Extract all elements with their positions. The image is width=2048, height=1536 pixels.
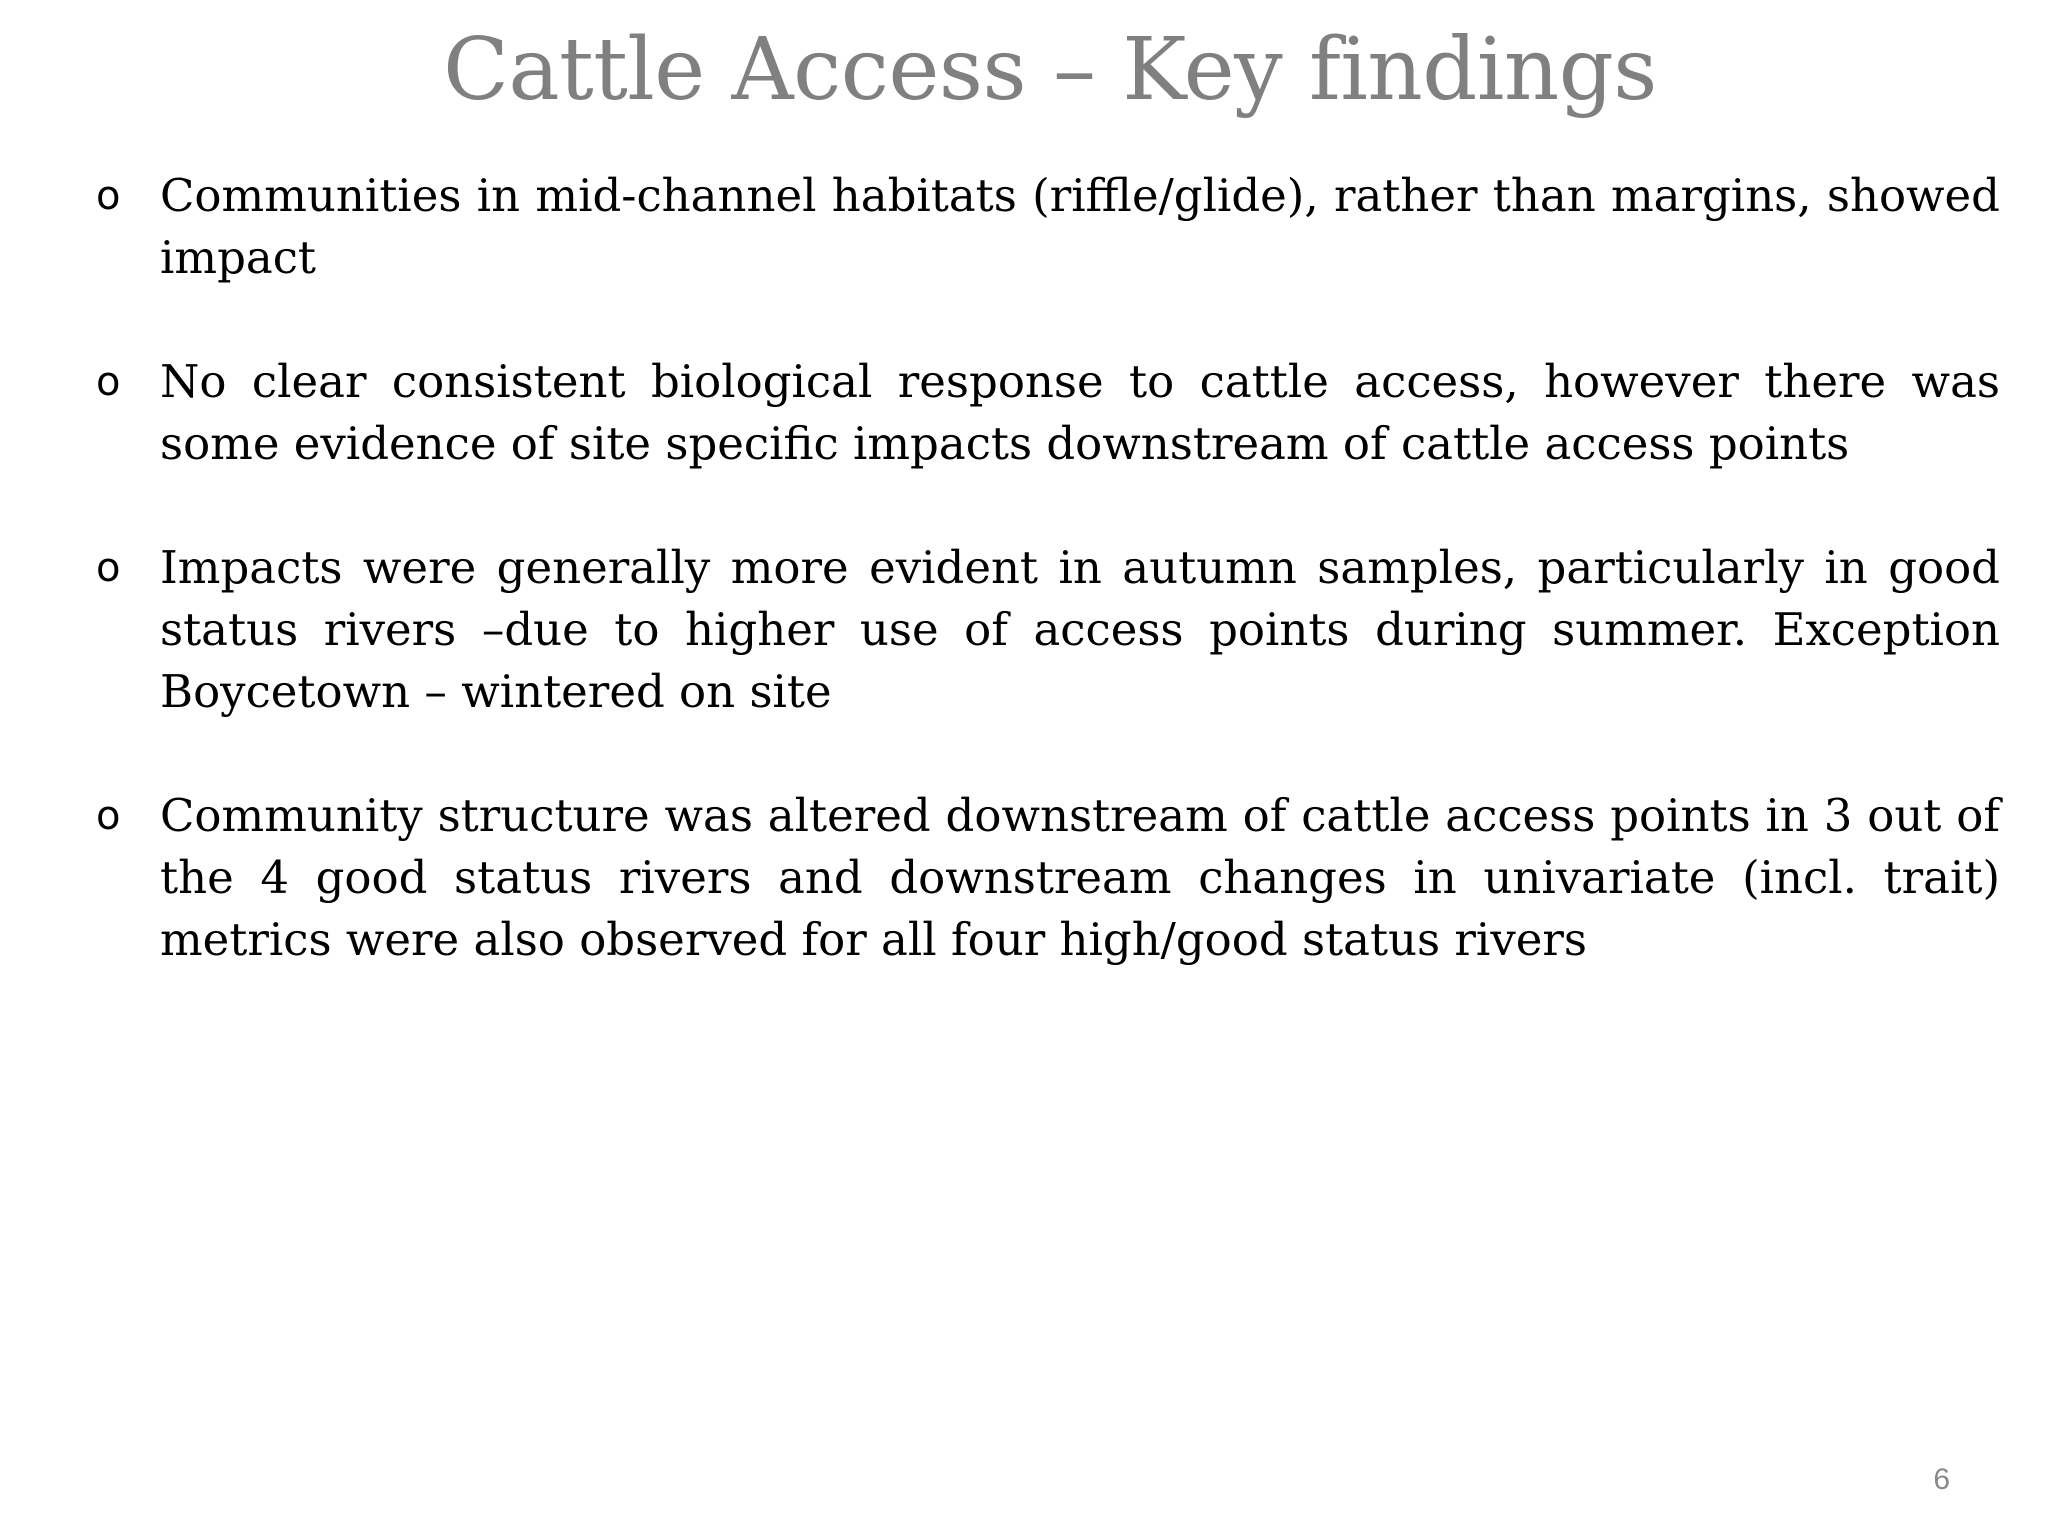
bullet-marker: o — [96, 793, 121, 839]
bullet-text: Impacts were generally more evident in autumn samples, particularly in good status rivers –due to higher use of access points during summer. Exception Boycetown – wintered on site — [160, 541, 2000, 718]
bullet-item — [96, 165, 2000, 289]
bullet-text: Community structure was altered downstream of cattle access points in 3 out of the 4 good status rivers and downstream changes in univariate (incl. trait) metrics were also observed for all four high/good status rivers — [160, 789, 2000, 966]
slide-title: Cattle Access – Key findings — [443, 20, 1657, 120]
bullet-marker: o — [96, 545, 121, 591]
bullet-text: Communities in mid-channel habitats (riffle/glide), rather than margins, showed impact — [160, 169, 2000, 284]
page-number: 6 — [1933, 1463, 1950, 1496]
bullet-marker: o — [96, 173, 121, 219]
bullet-item — [96, 785, 2000, 971]
bullet-item — [96, 351, 2000, 475]
bullet-text: No clear consistent biological response to cattle access, however there was some evidence of site specific impacts downstream of cattle access points — [160, 355, 2000, 470]
bullet-marker: o — [96, 359, 121, 405]
key-findings-list — [96, 165, 2000, 1033]
bullet-item — [96, 537, 2000, 723]
